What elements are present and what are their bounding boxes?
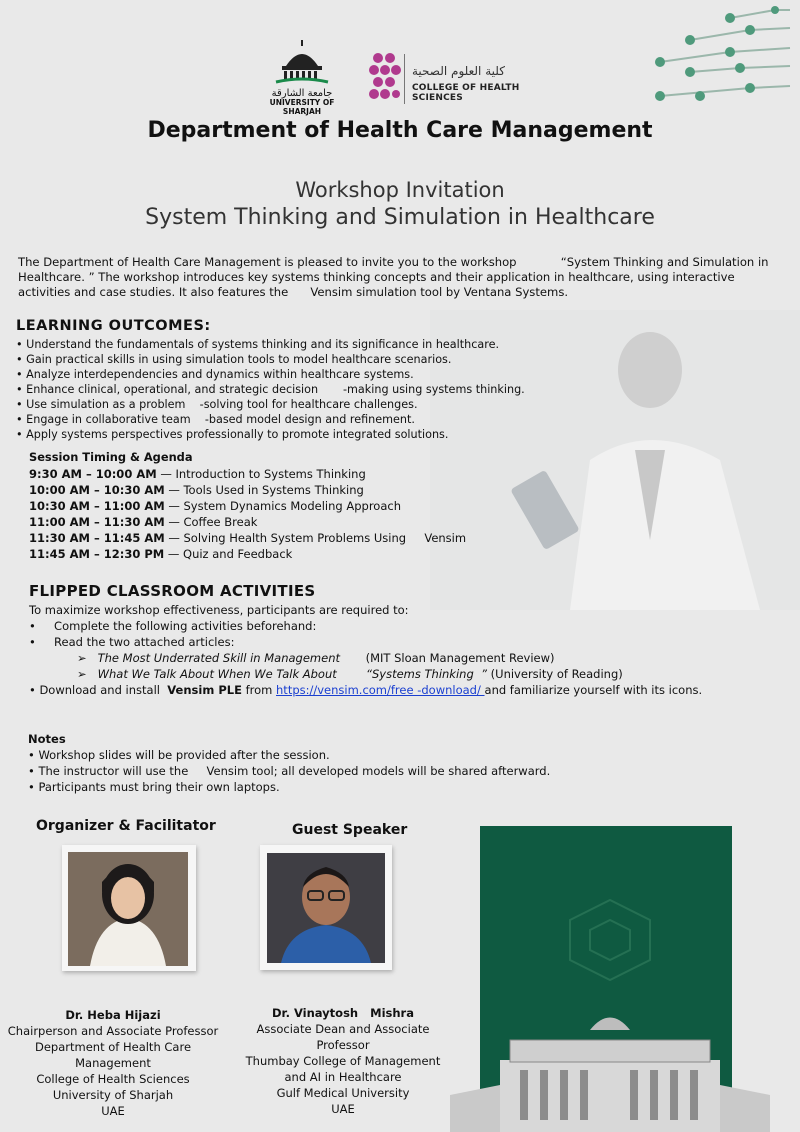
speaker-title-line: Associate Dean and Associate [256, 1022, 430, 1036]
article-title: What We Talk About When We Talk About “Systems Thinking ” [97, 667, 488, 681]
article-item: ➢ What We Talk About When We Talk About “Systems Thinking ” (University of Reading) [77, 667, 623, 681]
chs-english-name: COLLEGE OF HEALTH SCIENCES [412, 83, 520, 103]
network-dots-decoration [640, 0, 800, 110]
speaker-title-line: UAE [331, 1102, 355, 1116]
agenda-item [29, 498, 466, 514]
agenda-time: 10:00 AM – 10:30 AM [29, 483, 165, 497]
university-of-sharjah-logo [256, 38, 348, 116]
list-item: • Gain practical skills in using simulation tools to model healthcare scenarios. [16, 353, 452, 366]
agenda-topic: — Introduction to Systems Thinking [156, 467, 366, 481]
organizer-name: Dr. Heba Hijazi [65, 1008, 161, 1022]
agenda-topic: — Solving Health System Problems Using Vensim [164, 531, 467, 545]
brain-pattern-icon [368, 50, 402, 106]
list-item: • Use simulation as a problem -solving tool for healthcare challenges. [16, 398, 418, 411]
agenda-item [29, 546, 466, 562]
download-from: from [241, 683, 277, 697]
download-suffix: and familiarize yourself with its icons. [484, 683, 703, 697]
list-item: • Analyze interdependencies and dynamics within healthcare systems. [16, 368, 414, 381]
list-item: • Enhance clinical, operational, and strategic decision -making using systems thinking. [16, 383, 525, 396]
agenda-time: 10:30 AM – 11:00 AM [29, 499, 165, 513]
agenda-heading: Session Timing & Agenda [29, 450, 193, 464]
logo-divider [404, 54, 405, 104]
vensim-download-link[interactable]: https://vensim.com/free -download/ [276, 683, 485, 697]
organizer-title-line: Department of Health Care [34, 1040, 192, 1054]
organizer-heading: Organizer & Facilitator [36, 818, 216, 834]
college-of-health-sciences-logo [368, 50, 568, 110]
notes-heading: Notes [28, 732, 66, 746]
flipped-intro: To maximize workshop effectiveness, participants are required to: [29, 603, 409, 617]
list-item: • Workshop slides will be provided after the session. [28, 748, 330, 762]
article-title: The Most Underrated Skill in Management [97, 651, 340, 665]
speaker-title-line: Thumbay College of Management [245, 1054, 441, 1068]
organizer-title-line: College of Health Sciences [36, 1072, 190, 1086]
speaker-title-line: Gulf Medical University [276, 1086, 410, 1100]
speaker-photo-frame [260, 845, 392, 970]
list-item: • Read the two attached articles: [29, 635, 235, 649]
organizer-photo [68, 852, 188, 966]
learning-outcomes-list [16, 337, 576, 442]
agenda-topic: — System Dynamics Modeling Approach [164, 499, 401, 513]
speaker-name: Dr. Vinaytosh Mishra [272, 1006, 414, 1020]
organizer-title-line: Chairperson and Associate Professor [7, 1024, 219, 1038]
list-item: • Apply systems perspectives professionally to promote integrated solutions. [16, 428, 449, 441]
agenda-item [29, 530, 466, 546]
dome-icon [256, 38, 348, 88]
university-building-illustration [440, 880, 780, 1132]
learning-outcomes-heading: LEARNING OUTCOMES: [16, 318, 211, 334]
agenda-topic: — Coffee Break [164, 515, 258, 529]
flipped-classroom-heading: FLIPPED CLASSROOM ACTIVITIES [29, 582, 316, 600]
agenda-list [29, 466, 466, 562]
download-product: Vensim PLE [167, 683, 242, 697]
guest-speaker-heading: Guest Speaker [292, 822, 408, 838]
agenda-item [29, 466, 466, 482]
speaker-photo [267, 853, 385, 963]
list-item: • Engage in collaborative team -based model design and refinement. [16, 413, 415, 426]
chs-arabic-name: كلية العلوم الصحية [412, 64, 505, 78]
speaker-title-line: Professor [316, 1038, 370, 1052]
article-source: (MIT Sloan Management Review) [365, 651, 555, 665]
list-item: • Participants must bring their own laptops. [28, 780, 280, 794]
agenda-topic: — Quiz and Feedback [164, 547, 293, 561]
notes-list [28, 747, 550, 795]
organizer-caption [0, 1007, 226, 1119]
article-source: (University of Reading) [490, 667, 623, 681]
list-item: • The instructor will use the Vensim tool; all developed models will be shared afterward. [28, 764, 551, 778]
department-title: Department of Health Care Management [147, 118, 653, 143]
agenda-time: 11:45 AM – 12:30 PM [29, 547, 165, 561]
download-prefix: • Download and install [29, 683, 168, 697]
workshop-title: System Thinking and Simulation in Healthcare [145, 205, 655, 230]
agenda-time: 9:30 AM – 10:00 AM [29, 467, 157, 481]
organizer-title-line: Management [75, 1056, 151, 1070]
list-item: • Complete the following activities beforehand: [29, 619, 317, 633]
agenda-item [29, 482, 466, 498]
speaker-title-line: and AI in Healthcare [284, 1070, 402, 1084]
list-item: • Understand the fundamentals of systems thinking and its significance in healthcare. [16, 338, 500, 351]
flipped-classroom-body [29, 602, 789, 698]
organizer-title-line: University of Sharjah [52, 1088, 174, 1102]
intro-paragraph: The Department of Health Care Management is pleased to invite you to the workshop “System Thinking and Simulation in Healthcare. ” The workshop introduces key systems thinking concepts and their application in healthcare, using interactive activities and case studies. It also features the Vensim simulation tool by Ventana Systems. [18, 255, 769, 299]
organizer-photo-frame [62, 845, 196, 971]
speaker-caption [236, 1005, 450, 1117]
uos-english-name: UNIVERSITY OF SHARJAH [269, 98, 335, 116]
agenda-topic: — Tools Used in Systems Thinking [164, 483, 364, 497]
agenda-item [29, 514, 466, 530]
organizer-title-line: UAE [101, 1104, 125, 1118]
workshop-invitation-heading: Workshop Invitation [295, 178, 505, 202]
agenda-time: 11:30 AM – 11:45 AM [29, 531, 165, 545]
article-item: ➢ The Most Underrated Skill in Management (MIT Sloan Management Review) [77, 651, 555, 665]
download-item [29, 682, 789, 698]
uos-arabic-name: جامعة الشارقة [271, 88, 333, 99]
agenda-time: 11:00 AM – 11:30 AM [29, 515, 165, 529]
